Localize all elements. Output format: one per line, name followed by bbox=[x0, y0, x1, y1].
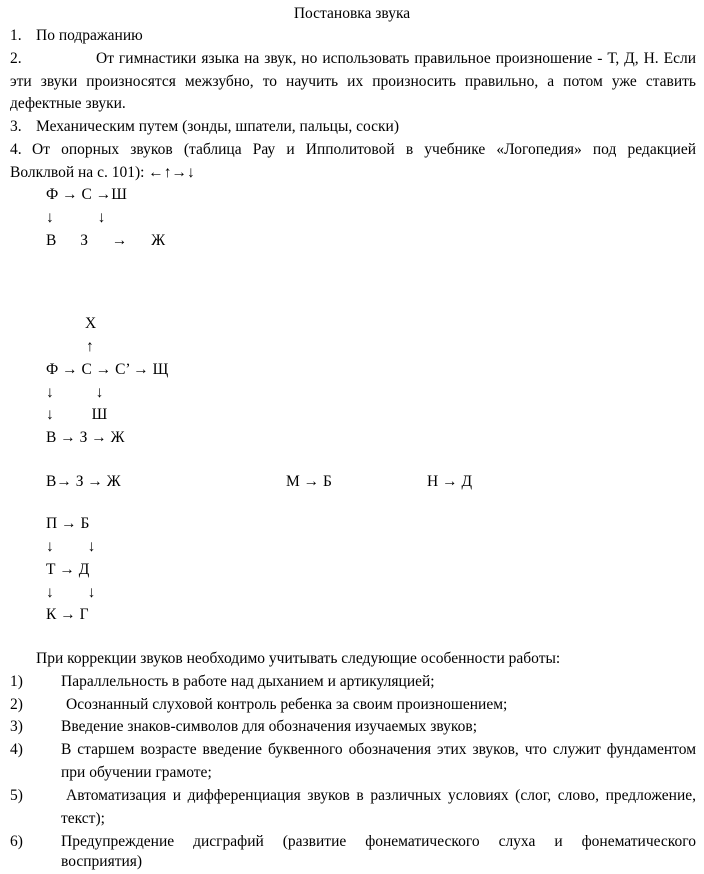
scheme-line: П → Б bbox=[46, 515, 90, 532]
page-title: Постановка звука bbox=[293, 5, 411, 22]
feature-number: 5) bbox=[10, 787, 23, 804]
scheme-line: Ф → С → С’ → Щ bbox=[46, 361, 169, 378]
feature-number: 4) bbox=[10, 741, 23, 758]
feature-text: Предупреждение дисграфий (развитие фонематического слуха и фонематического bbox=[61, 833, 696, 850]
feature-text: восприятия) bbox=[61, 853, 143, 870]
scheme-line: ↓ ↓ bbox=[46, 584, 96, 601]
scheme-line: В → З → Ж bbox=[46, 429, 125, 446]
scheme-line: В З → Ж bbox=[46, 232, 166, 249]
scheme-line: Ф → С →Ш bbox=[46, 186, 127, 203]
scheme-line: Х bbox=[85, 315, 97, 332]
scheme-line: ↓ ↓ bbox=[46, 538, 96, 555]
step-text: Механическим путем (зонды, шпатели, пальцы, соски) bbox=[36, 118, 399, 135]
feature-number: 1) bbox=[10, 673, 23, 690]
pair-scheme: М → Б bbox=[286, 473, 332, 490]
feature-number: 6) bbox=[10, 833, 23, 850]
step-number: 2. bbox=[10, 50, 22, 67]
step-text-line: От опорных звуков (таблица Рау и Ипполитовой в учебнике «Логопедия» под редакцией bbox=[32, 141, 696, 158]
step-number: 4. bbox=[10, 141, 22, 158]
step-text: По подражанию bbox=[36, 27, 143, 44]
scheme-line: Т → Д bbox=[46, 561, 90, 578]
scheme-line: К → Г bbox=[46, 606, 89, 623]
feature-text: текст); bbox=[61, 810, 105, 827]
scheme-line: ↓ ↓ bbox=[46, 209, 106, 226]
feature-text: Осознанный слуховой контроль ребенка за своим произношением; bbox=[66, 696, 508, 713]
step-text-line: От гимнастики языка на звук, но использовать правильное произношение - Т, Д, Н. Если bbox=[96, 50, 696, 67]
pair-scheme: Н → Д bbox=[427, 473, 473, 490]
scheme-line: ↑ bbox=[86, 338, 94, 355]
feature-text: Автоматизация и дифференциация звуков в различных условиях (слог, слово, предложение, bbox=[66, 787, 696, 804]
step-text-line: эти звуки произносятся межзубно, то научить их произносить правильно, а потом уже ставить bbox=[10, 73, 696, 90]
scheme-line: ↓ Ш bbox=[46, 406, 108, 423]
step-text-line: Волклвой на с. 101): ←↑→↓ bbox=[10, 164, 195, 181]
step-number: 3. bbox=[10, 118, 22, 135]
step-number: 1. bbox=[10, 27, 22, 44]
feature-text: В старшем возрасте введение буквенного обозначения этих звуков, что служит фундаментом bbox=[61, 741, 696, 758]
features-intro: При коррекции звуков необходимо учитывать следующие особенности работы: bbox=[36, 650, 561, 667]
feature-text: Параллельность в работе над дыханием и артикуляцией; bbox=[61, 673, 435, 690]
feature-text: при обучении грамоте; bbox=[61, 764, 212, 781]
feature-text: Введение знаков-символов для обозначения изучаемых звуков; bbox=[61, 718, 478, 735]
step-text-line: дефектные звуки. bbox=[10, 95, 126, 112]
scheme-line: ↓ ↓ bbox=[46, 384, 104, 401]
feature-number: 3) bbox=[10, 718, 23, 735]
pair-scheme: В→ З → Ж bbox=[46, 473, 121, 490]
feature-number: 2) bbox=[10, 696, 23, 713]
